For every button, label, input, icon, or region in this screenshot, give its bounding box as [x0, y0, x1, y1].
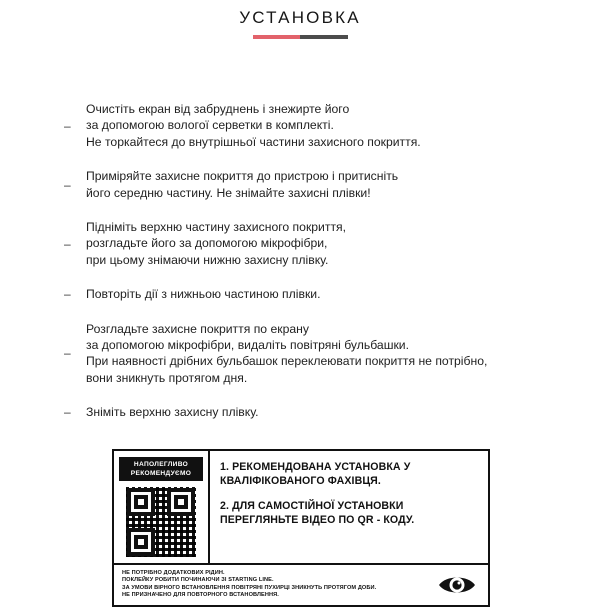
step-line: за допомогою вологої серветки в комплекті. [86, 118, 334, 133]
list-item [0, 168, 600, 201]
step-text [86, 101, 421, 150]
qr-code-icon[interactable] [126, 487, 196, 557]
page-title: УСТАНОВКА [239, 8, 361, 27]
qr-finder-bottom-left [127, 528, 155, 556]
list-item [0, 219, 600, 268]
step-line: Розгладьте захисне покриття по екрану [86, 321, 309, 336]
step-line: Підніміть верхню частину захисного покриття, [86, 220, 347, 235]
step-text [86, 321, 487, 387]
step-text [86, 404, 259, 420]
recommendation-text-1: 1. РЕКОМЕНДОВАНА УСТАНОВКА У КВАЛІФІКОВАНОГО ФАХІВЦЯ. [220, 461, 411, 487]
fineprint-text [122, 570, 434, 600]
title-underline-rule [253, 35, 348, 39]
badge-line-2: РЕКОМЕНДУЄМО [130, 470, 192, 477]
label-card-top [114, 451, 488, 565]
step-text [86, 286, 320, 302]
step-line: Повторіть дії з нижньою частиною плівки. [86, 287, 321, 302]
step-line: його середню частину. Не знімайте захисні плівки! [86, 185, 371, 200]
step-line: При наявності дрібних бульбашок переклеювати покриття не потрібно, [86, 354, 488, 369]
step-dash: – [64, 236, 71, 251]
step-line: Приміряйте захисне покриття до пристрою і притисніть [86, 169, 399, 184]
status-badge [119, 457, 203, 481]
eye-icon [434, 573, 480, 597]
step-dash: – [64, 346, 71, 361]
list-item [0, 286, 600, 302]
list-item [0, 404, 600, 420]
step-dash: – [64, 405, 71, 420]
step-line: за допомогою мікрофібри, видаліть повітряні бульбашки. [86, 338, 410, 353]
label-card-right [210, 451, 488, 563]
list-item [0, 321, 600, 387]
step-text [86, 219, 346, 268]
fineprint-line: НЕ ПРИЗНАЧЕНО ДЛЯ ПОВТОРНОГО ВСТАНОВЛЕННЯ. [122, 592, 279, 599]
step-dash: – [64, 287, 71, 302]
step-dash: – [64, 177, 71, 192]
step-line: розгладьте його за допомогою мікрофібри, [86, 236, 328, 251]
fineprint-line: ПОКЛЕЙКУ РОБИТИ ПОЧИНАЮЧИ ЗІ STARTING LINE. [122, 577, 274, 584]
title-rule-dark-segment [300, 35, 348, 39]
step-line: Очистіть екран від забруднень і знежирте його [86, 102, 350, 116]
label-card-bottom [114, 565, 488, 605]
steps-list [0, 101, 600, 421]
step-line: вони зникнуть протягом дня. [86, 370, 248, 385]
step-dash: – [64, 118, 71, 133]
fineprint-line: ЗА УМОВИ ВІРНОГО ВСТАНОВЛЕННЯ ПОВІТРЯНІ ПУХИРЦІ ЗНИКНУТЬ ПРОТЯГОМ ДОБИ. [122, 584, 377, 591]
step-text [86, 168, 398, 201]
list-item [0, 101, 600, 150]
step-line: при цьому знімаючи нижню захисну плівку. [86, 252, 329, 267]
title-rule-red-segment [253, 35, 301, 39]
recommendation-label-card [112, 449, 490, 607]
installation-instructions-page [0, 6, 600, 599]
step-line: Зніміть верхню захисну плівку. [86, 405, 259, 420]
step-line: Не торкайтеся до внутрішньої частини захисного покриття. [86, 134, 421, 149]
label-card-left [114, 451, 210, 563]
badge-line-1: НАПОЛЕГЛИВО [133, 461, 189, 468]
recommendation-text-2: 2. ДЛЯ САМОСТІЙНОЇ УСТАНОВКИ ПЕРЕГЛЯНЬТЕ ВІДЕО ПО QR - КОДУ. [220, 500, 415, 526]
fineprint-line: НЕ ПОТРІБНО ДОДАТКОВИХ РІДИН. [122, 570, 225, 576]
